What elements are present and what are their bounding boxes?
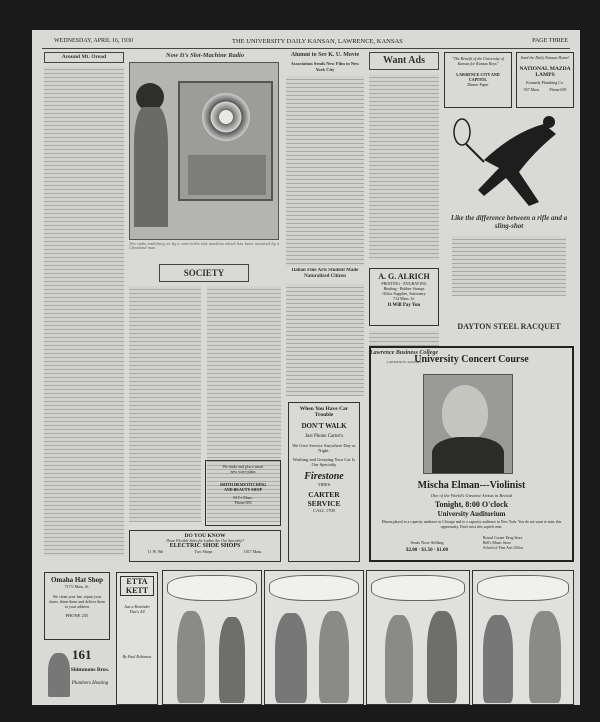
omaha-address: 717½ Mass. St.	[64, 584, 90, 589]
business-college-sub: LAWRENCE, KANSAS	[386, 360, 422, 364]
electric-line-1: DO YOU KNOW	[184, 533, 226, 539]
speech-bubble-4	[477, 575, 569, 601]
kansasboys-line-2: LAWRENCE CITY AND CAPITOL	[456, 72, 500, 82]
concert-outlets	[483, 536, 569, 550]
slot-machine-radio-photo	[129, 62, 279, 240]
etta-kett-byline: By Paul Robinson	[122, 654, 152, 659]
concert-time: Tonight, 8:00 O'clock	[434, 500, 509, 509]
concert-artist-sub: One of the World's Greatest Artists in Recital	[430, 493, 513, 498]
around-mt-oread-heading: Around Mt. Oread	[44, 52, 124, 63]
carter-line-9: CALL 1700	[313, 508, 335, 513]
comic-figure-2b	[319, 611, 349, 703]
radio-title: Now It's Slot-Machine Radio	[165, 52, 245, 59]
speech-bubble-3	[371, 575, 465, 601]
page-header	[32, 38, 580, 48]
radio-caption: The radio switching on by a coin-in-the-slot machine which has been invented by a Cleveland man.	[129, 242, 281, 250]
comic-figure-3b	[427, 611, 457, 703]
firestone-logo: Firestone	[304, 471, 344, 482]
business-college-name: Lawrence Business College	[369, 350, 438, 356]
carter-line-8: CARTER SERVICE	[307, 490, 341, 508]
tennis-brand: DAYTON STEEL RACQUET	[457, 322, 561, 331]
carter-line-2: DON'T WALK	[301, 422, 347, 430]
mazda-lamps-ad	[516, 52, 574, 108]
carter-line-1: When You Have Car Trouble	[299, 406, 349, 418]
shimmons-sub: Plumbers Heating	[71, 681, 109, 686]
alrich-title: A. G. ALRICH	[378, 272, 430, 281]
speech-bubble-1	[167, 575, 257, 601]
alumni-title: Alumni to See K. U. Movie	[290, 52, 360, 58]
mazda-line-1: Send the Daily Kansan Home!	[520, 55, 570, 60]
column-text-block	[44, 66, 124, 556]
smith-line-3: SMITH HEMSTITCHING	[219, 482, 267, 487]
tennis-tagline: Like the difference between a rifle and a sling-shot	[450, 214, 568, 230]
carter-service-ad	[288, 402, 360, 562]
concert-seats: Seats Now Selling	[410, 540, 444, 545]
portrait-suit	[432, 437, 504, 474]
alumni-article	[286, 52, 364, 267]
concert-blurb: Elman played to a capacity audience in Chicago and to a capacity audience in New York. You do not want to miss this opportunity. Don't miss this superb treat.	[381, 520, 562, 529]
omaha-title: Omaha Hat Shop	[50, 576, 104, 584]
etta-kett-title-panel	[116, 572, 158, 705]
outlet-3: School of Fine Arts Office	[483, 545, 524, 550]
italian-student-article	[286, 268, 364, 398]
comic-figure-2a	[275, 613, 307, 703]
university-dinner-ad	[444, 52, 512, 108]
radio-cabinet	[178, 81, 273, 201]
outlet-1: Round Corner Drug Store	[483, 536, 523, 540]
concert-venue: University Auditorium	[437, 510, 506, 518]
italian-title: Italian Fine Arts Student Made Naturalized Citizen	[291, 268, 359, 279]
newspaper-page	[32, 30, 580, 705]
omaha-body: We clean your hat, repair your shoes, shine them and deliver them to your address	[48, 594, 106, 609]
shimmons-number: 161	[72, 647, 92, 662]
alrich-line-2: Binding - Rubber Stamps	[383, 286, 425, 291]
electric-line-4: 11 W. 9th	[147, 549, 164, 554]
comic-figure-3a	[385, 615, 413, 703]
tennis-text	[452, 236, 566, 296]
header-title: THE UNIVERSITY DAILY KANSAN, LAWRENCE, KANSAS	[232, 38, 403, 45]
mazda-line-3: Kennedy Plumbing Co.	[526, 80, 564, 85]
comic-panel-1	[162, 570, 262, 705]
comic-figure-4a	[483, 615, 513, 703]
mazda-line-2: NATIONAL MAZDA LAMPS	[519, 66, 571, 78]
comic-panel-2	[264, 570, 364, 705]
italian-text	[286, 284, 364, 396]
alrich-line-5: It Will Pay You	[387, 303, 421, 308]
header-date: WEDNESDAY, APRIL 16, 1930	[54, 38, 133, 44]
kansasboys-line-3: Dinner Paper	[467, 82, 489, 87]
smith-line-4: AND BEAUTY SHOP	[223, 487, 263, 492]
comic-figure-4b	[529, 611, 561, 703]
radio-cabinet-lower	[188, 155, 266, 195]
electric-shoe-shops-ad	[129, 530, 281, 562]
electric-line-2: Those Flexible Soles for Ladies Are Our Specialty?	[166, 539, 244, 543]
around-mt-oread-column	[44, 52, 124, 562]
woman-figure	[134, 107, 168, 227]
want-ads-column	[369, 52, 439, 262]
alumni-subtitle: Association Sends New Film to New York City	[290, 61, 360, 72]
dayton-racquet-ad	[444, 112, 574, 344]
society-heading: SOCIETY	[159, 264, 249, 282]
electric-line-3: ELECTRIC SHOE SHOPS	[169, 543, 241, 549]
alumni-text	[286, 76, 364, 266]
radio-grille-icon	[202, 93, 250, 141]
comic-panel-3	[366, 570, 470, 705]
smith-line-2: new wave plain	[230, 469, 256, 474]
alrich-line-4: 714 Mass. St.	[393, 296, 415, 301]
mazda-line-5: Phone 658	[549, 87, 567, 92]
carter-line-7: TIRES	[317, 482, 331, 487]
carter-line-3: Just Phone Carter's	[304, 434, 344, 439]
smith-hemstitching-ad	[205, 460, 281, 526]
mazda-line-4: 937 Mass.	[523, 87, 541, 92]
header-page: PAGE THREE	[532, 38, 568, 44]
kansasboys-line-1: "The Benefit of the University of Kansas for Kansas Boys"	[452, 56, 504, 66]
alrich-line-1: PRINTING - ENGRAVING	[381, 281, 427, 286]
portrait-face	[442, 385, 488, 441]
smith-line-5: 931½ Mass.	[233, 495, 253, 500]
etta-kett-sub: Just a Reminder That's All	[124, 604, 150, 614]
comic-figure-1a	[177, 611, 205, 703]
want-ads-text	[369, 74, 439, 260]
mischa-elman-photo	[423, 374, 513, 474]
carter-line-5: Washing and Greasing Your Car Is Our Specialty	[292, 457, 356, 467]
concert-title: University Concert Course	[414, 354, 529, 365]
comic-figure-1b	[219, 617, 245, 703]
smith-line-6: Phone 683	[234, 500, 252, 505]
carter-line-4: We Give Service Anywhere Day or Night.	[292, 443, 356, 453]
speech-bubble-2	[269, 575, 359, 601]
omaha-hat-shop-ad	[44, 572, 110, 640]
concert-course-ad	[369, 346, 574, 562]
outlet-2: Bell's Music Store	[483, 540, 511, 545]
etta-kett-title: ETTA KETT	[120, 576, 154, 596]
shimmons-ad	[44, 645, 110, 703]
electric-line-6: 1017 Mass.	[243, 549, 263, 554]
header-rule	[42, 48, 570, 49]
shimmons-name: Shimmons Bros.	[70, 667, 110, 673]
comic-panel-4	[472, 570, 574, 705]
concert-prices: $2.00 · $1.50 · $1.00	[405, 548, 449, 553]
smith-line-1: We make and place smart	[222, 464, 264, 469]
alrich-printing-ad	[369, 268, 439, 326]
plumber-figure-icon	[48, 653, 70, 697]
want-ads-heading: Want Ads	[369, 52, 439, 70]
alrich-line-3: Office Supplies, Stationery	[382, 291, 426, 296]
tennis-player-icon	[444, 112, 574, 212]
society-text-left	[129, 286, 201, 522]
concert-artist: Mischa Elman---Violinist	[417, 480, 526, 491]
electric-line-5: Two Shops	[194, 549, 213, 554]
omaha-phone: PHONE 235	[65, 613, 89, 618]
